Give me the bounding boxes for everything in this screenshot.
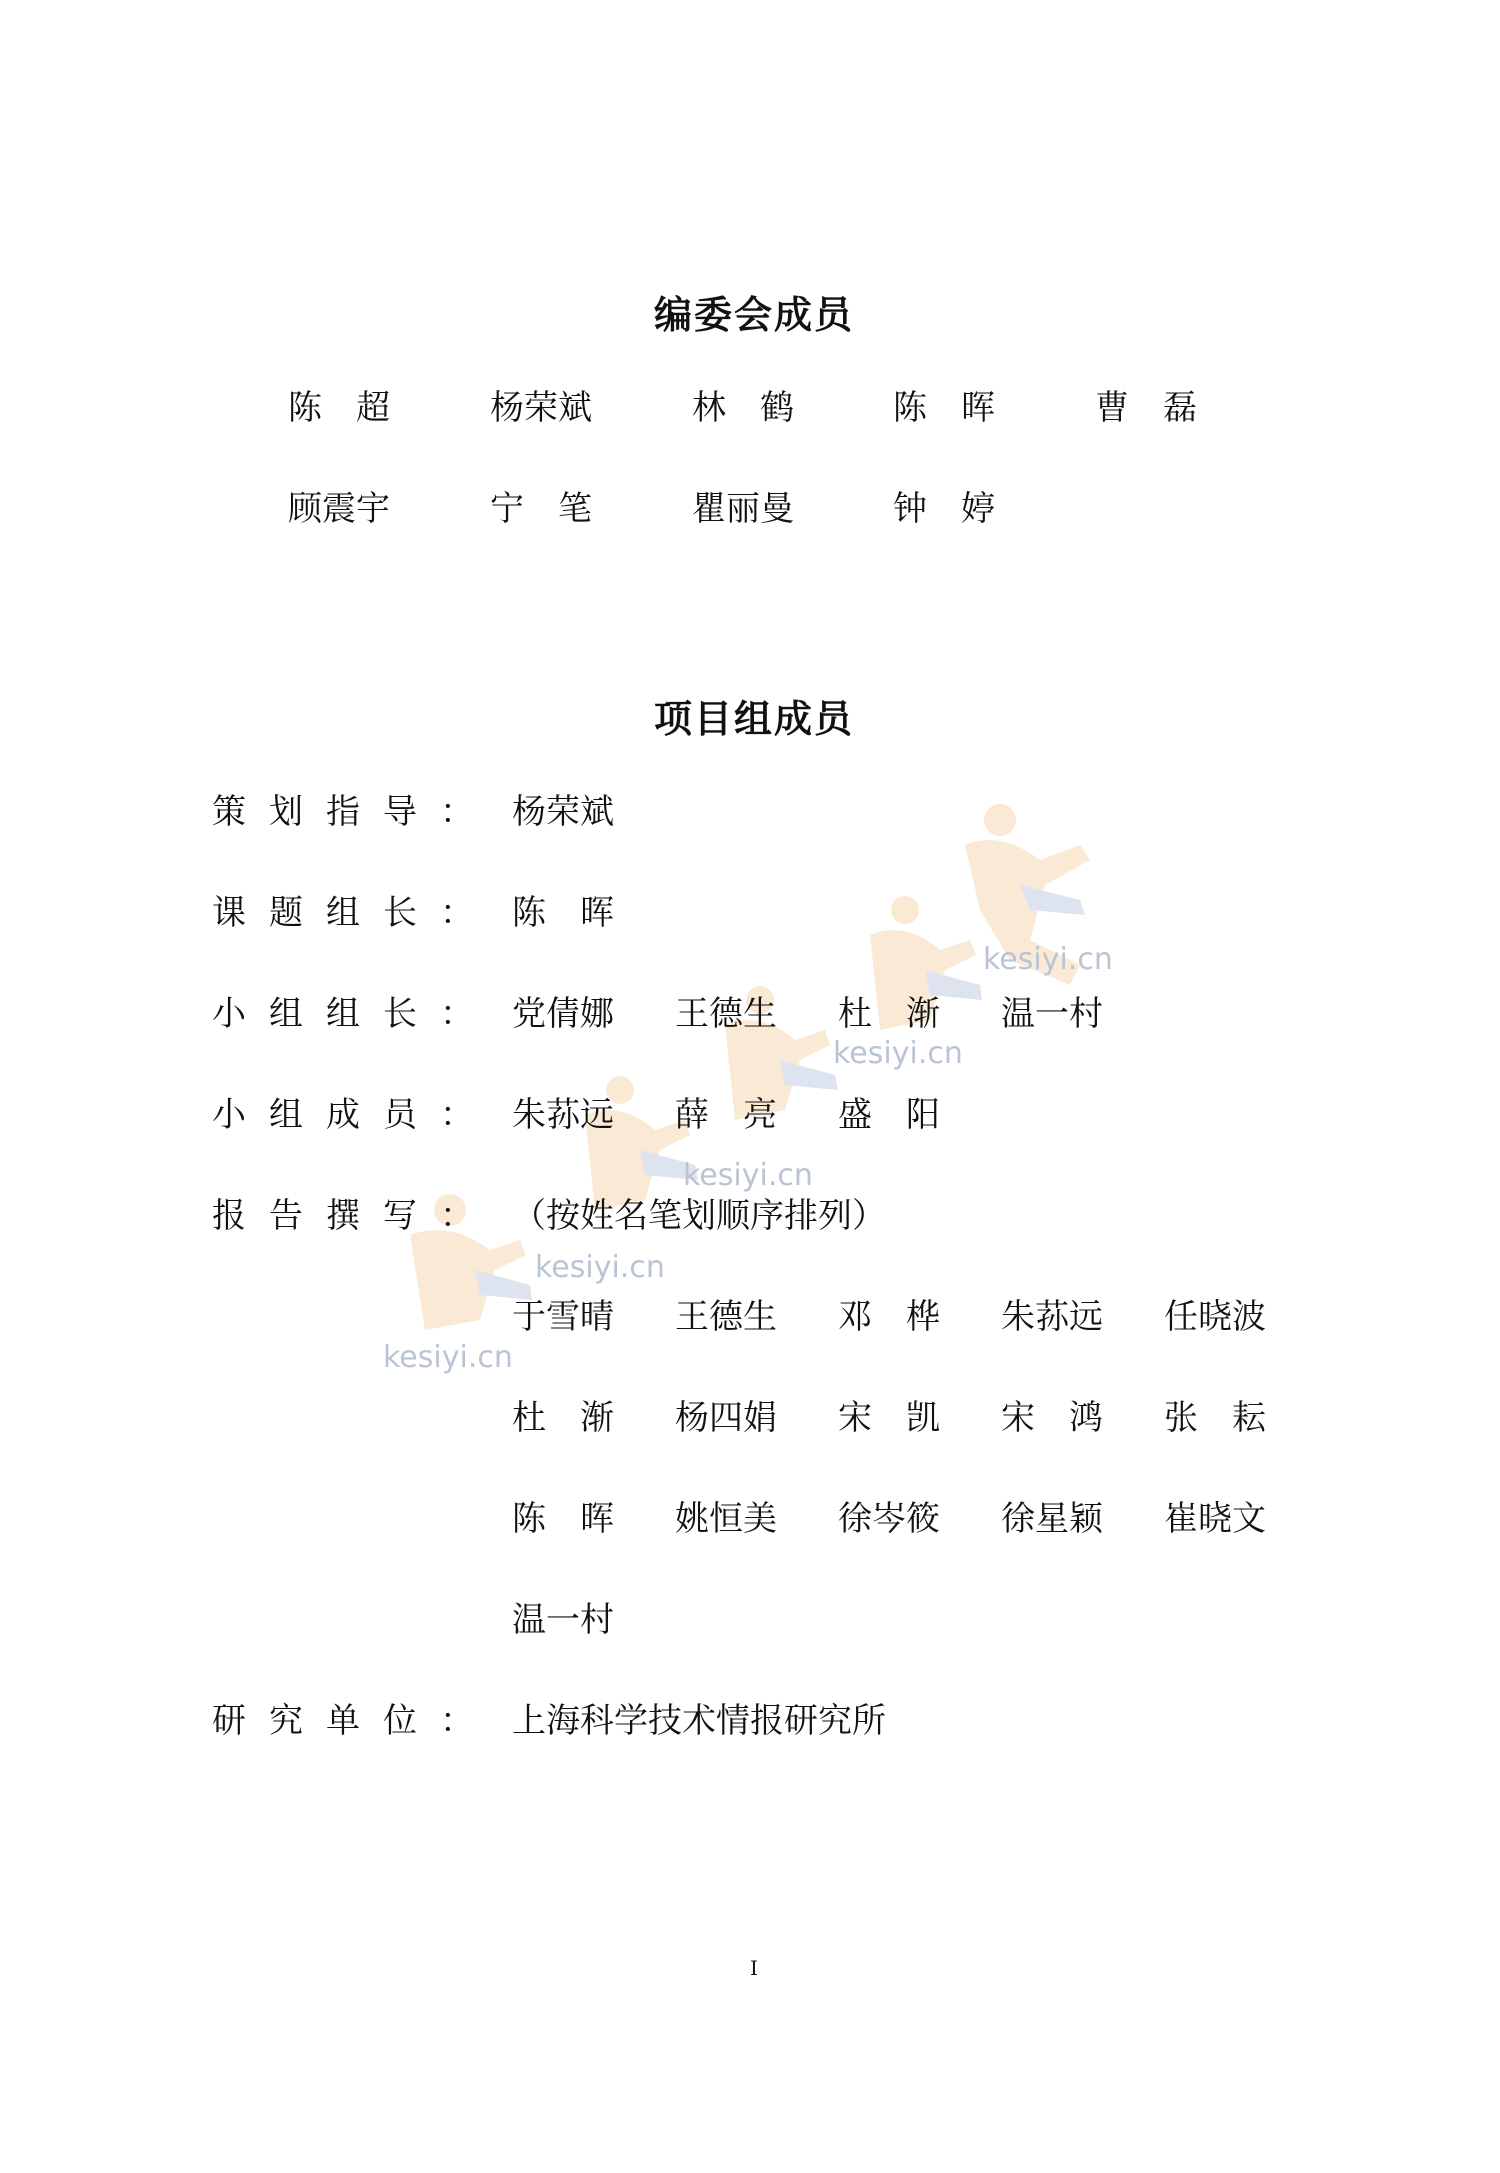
member-name: 陈 晖 xyxy=(893,388,995,428)
writer-name: 于雪晴 xyxy=(512,1297,614,1337)
member-name: 顾震宇 xyxy=(288,489,390,529)
member-name: 宁 笔 xyxy=(490,489,592,529)
watermark-text: kesiyi.cn xyxy=(983,942,1113,977)
member-name: 林 鹤 xyxy=(692,388,794,428)
group-leaders-label: 小组组长： xyxy=(212,994,497,1034)
project-team-title: 项目组成员 xyxy=(653,697,854,741)
group-leader-name: 温一村 xyxy=(1001,994,1103,1034)
watermark-text: kesiyi.cn xyxy=(683,1158,813,1193)
member-name: 瞿丽曼 xyxy=(692,489,794,529)
page-number: I xyxy=(750,1956,758,1980)
planning-value: 杨荣斌 xyxy=(512,792,614,832)
writer-name: 朱荪远 xyxy=(1001,1297,1103,1337)
watermark-text: kesiyi.cn xyxy=(535,1250,665,1285)
writers-note: （按姓名笔划顺序排列） xyxy=(512,1196,886,1236)
writer-name: 崔晓文 xyxy=(1164,1499,1266,1539)
writer-name: 温一村 xyxy=(512,1600,614,1640)
writer-name: 张 耘 xyxy=(1164,1398,1266,1438)
leader-label: 课题组长： xyxy=(212,893,497,933)
group-leader-name: 党倩娜 xyxy=(512,994,614,1034)
editorial-board-title: 编委会成员 xyxy=(653,293,854,337)
member-name: 曹 磊 xyxy=(1095,388,1197,428)
group-leader-name: 王德生 xyxy=(675,994,777,1034)
planning-label: 策划指导： xyxy=(212,792,497,832)
writer-name: 姚恒美 xyxy=(675,1499,777,1539)
writer-name: 徐岑筱 xyxy=(838,1499,940,1539)
writer-name: 宋 鸿 xyxy=(1001,1398,1103,1438)
writer-name: 邓 桦 xyxy=(838,1297,940,1337)
leader-value: 陈 晖 xyxy=(512,893,614,933)
group-members-label: 小组成员： xyxy=(212,1095,497,1135)
group-member-name: 薛 亮 xyxy=(675,1095,777,1135)
member-name: 钟 婷 xyxy=(893,489,995,529)
writer-name: 徐星颖 xyxy=(1001,1499,1103,1539)
writer-name: 任晓波 xyxy=(1164,1297,1266,1337)
unit-label: 研究单位： xyxy=(212,1701,497,1741)
group-leader-name: 杜 渐 xyxy=(838,994,940,1034)
watermark-text: kesiyi.cn xyxy=(383,1340,513,1375)
writer-name: 王德生 xyxy=(675,1297,777,1337)
group-member-name: 朱荪远 xyxy=(512,1095,614,1135)
watermark-text: kesiyi.cn xyxy=(833,1036,963,1071)
member-name: 陈 超 xyxy=(288,388,390,428)
writer-name: 杜 渐 xyxy=(512,1398,614,1438)
member-name: 杨荣斌 xyxy=(490,388,592,428)
group-member-name: 盛 阳 xyxy=(838,1095,940,1135)
writer-name: 杨四娟 xyxy=(675,1398,777,1438)
writer-name: 陈 晖 xyxy=(512,1499,614,1539)
writer-name: 宋 凯 xyxy=(838,1398,940,1438)
writers-label: 报告撰写： xyxy=(212,1196,497,1236)
unit-value: 上海科学技术情报研究所 xyxy=(512,1701,886,1741)
